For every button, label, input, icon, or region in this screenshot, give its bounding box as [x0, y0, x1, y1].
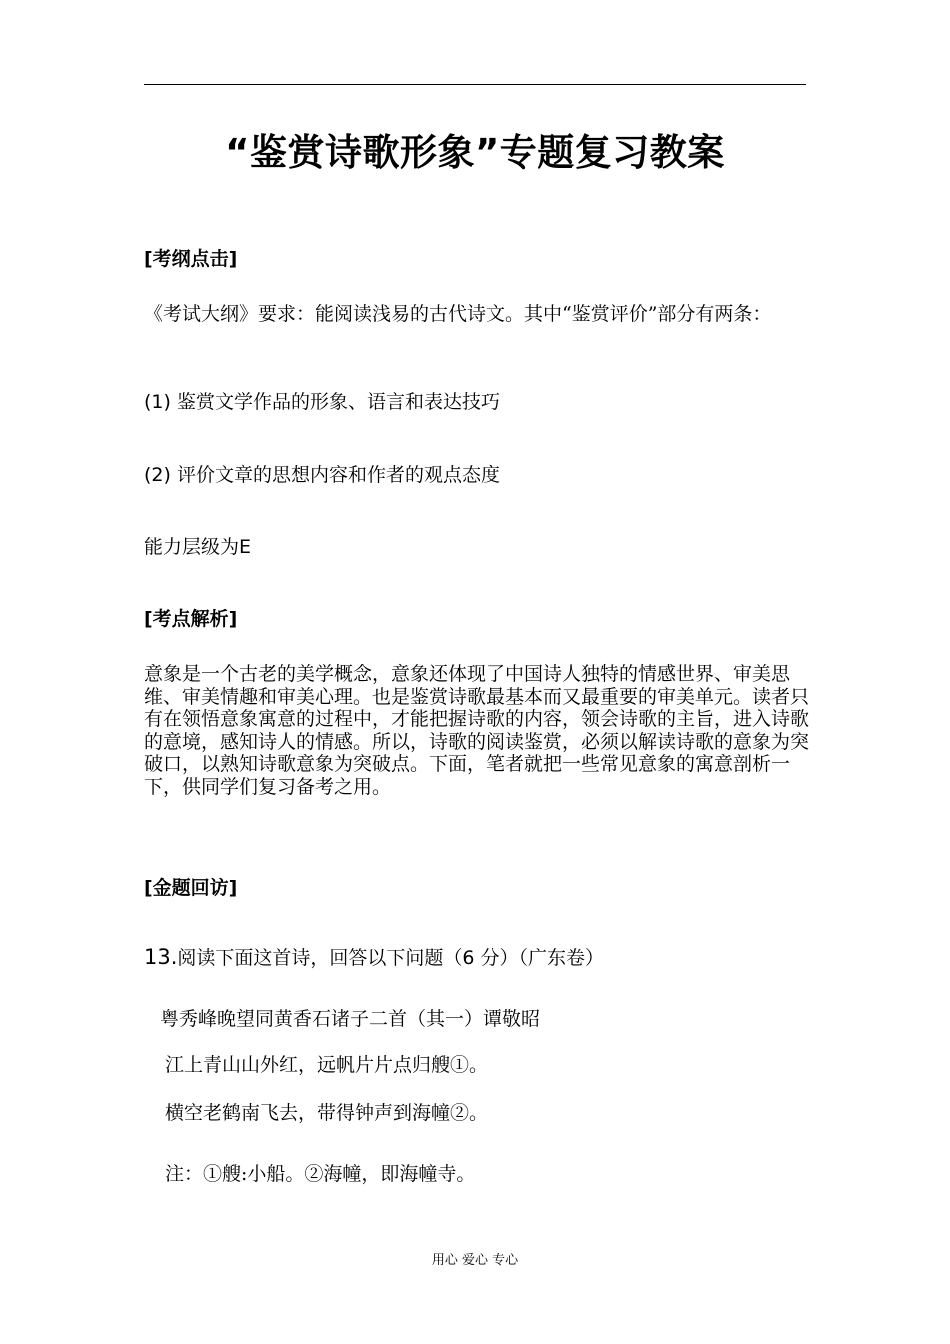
ability-level — [144, 532, 251, 559]
item-2-number: (2) — [144, 464, 171, 486]
section-heading-analysis: [考点解析] — [144, 608, 238, 630]
question-score: 6 — [462, 947, 475, 969]
item-2-text: 评价文章的思想内容和作者的观点态度 — [176, 464, 500, 486]
poem-line-2: 横空老鹤南飞去，带得钟声到海幢②。 — [165, 1102, 489, 1124]
item-1-number: (1) — [144, 391, 171, 413]
ability-level-value: E — [239, 536, 252, 558]
item-1-text: 鉴赏文学作品的形象、语言和表达技巧 — [176, 391, 500, 413]
question-number: 13. — [144, 945, 178, 969]
page-footer: 用心 爱心 专心 — [431, 1253, 519, 1268]
page-title: “鉴赏诗歌形象”专题复习教案 — [225, 131, 725, 174]
question-suffix: 分）（广东卷） — [474, 947, 605, 969]
section-heading-exam: [金题回访] — [144, 877, 238, 899]
poem-note: 注：①艘:小船。②海幢，即海幢寺。 — [165, 1163, 476, 1185]
syllabus-item-2 — [144, 460, 500, 487]
syllabus-intro: 《考试大纲》要求：能阅读浅易的古代诗文。其中“鉴赏评价”部分有两条： — [144, 303, 772, 325]
question-prefix: 阅读下面这首诗，回答以下问题（ — [177, 947, 463, 969]
top-rule — [144, 84, 806, 85]
question-line — [144, 943, 604, 970]
analysis-body: 意象是一个古老的美学概念，意象还体现了中国诗人独特的情感世界、审美思维、审美情趣和审美心理。也是鉴赏诗歌最基本而又最重要的审美单元。读者只有在领悟意象寓意的过程中，才能把握诗歌的内容，领会诗歌的主旨，进入诗歌的意境，感知诗人的情感。所以，诗歌的阅读鉴赏，必须以解读诗歌的意象为突破口，以熟知诗歌意象为突破点。下面，笔者就把一些常见意象的寓意剖析一下，供同学们复习备考之用。 — [144, 663, 810, 798]
poem-line-1: 江上青山山外红，远帆片片点归艘①。 — [165, 1054, 489, 1076]
ability-level-label: 能力层级为 — [144, 536, 240, 558]
syllabus-item-1 — [144, 387, 500, 414]
section-heading-syllabus: [考纲点击] — [144, 248, 238, 270]
poem-title: 粤秀峰晚望同黄香石诸子二首（其一）谭敬昭 — [160, 1008, 541, 1030]
